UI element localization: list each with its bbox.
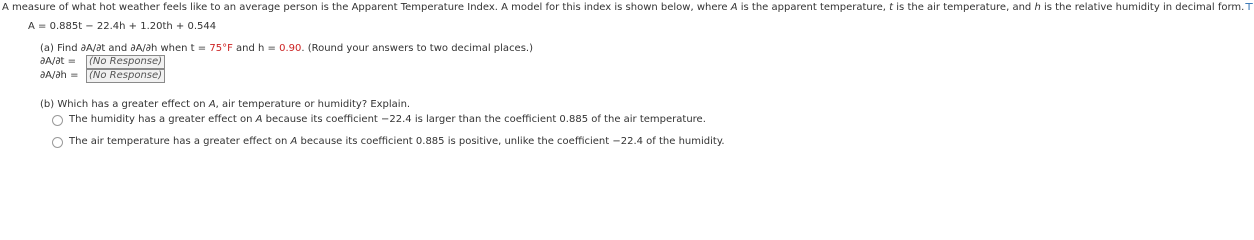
question-text: A measure of what hot weather feels like to an average person is the Apparent Temperature Index. A model for this index is shown below, where A is the apparent temperature, t is the air temperature, and h is the relative humidity in decimal form.⊤ xyxy=(2,2,1254,13)
option-label: The air temperature has a greater effect on A because its coefficient 0.885 is positive, unlike the coefficient −22.4 of the humidity. xyxy=(69,136,725,147)
radio-button[interactable] xyxy=(52,115,63,126)
answer-row-dadt xyxy=(40,55,165,69)
h-value: 0.90 xyxy=(279,43,302,54)
answer-response-field[interactable]: (No Response) xyxy=(86,55,165,69)
option-label: The humidity has a greater effect on A because its coefficient −22.4 is larger than the coefficient 0.885 of the air temperature. xyxy=(69,114,706,125)
option-humidity[interactable] xyxy=(52,113,706,127)
answer-response-field[interactable]: (No Response) xyxy=(86,69,165,83)
option-air-temperature[interactable] xyxy=(52,135,725,149)
flag-icon[interactable]: ⊤ xyxy=(1244,2,1254,13)
answer-row-dadh xyxy=(40,69,165,83)
answer-label: ∂A/∂h = xyxy=(40,70,79,81)
part-b-prompt: (b) Which has a greater effect on A, air temperature or humidity? Explain. xyxy=(40,99,411,110)
t-value: 75°F xyxy=(209,43,233,54)
part-a-prompt: (a) Find ∂A/∂t and ∂A/∂h when t = 75°F and h = 0.90. (Round your answers to two decimal places.) xyxy=(40,43,534,54)
radio-button[interactable] xyxy=(52,137,63,148)
formula: A = 0.885t − 22.4h + 1.20th + 0.544 xyxy=(28,21,217,32)
answer-label: ∂A/∂t = xyxy=(40,56,77,67)
